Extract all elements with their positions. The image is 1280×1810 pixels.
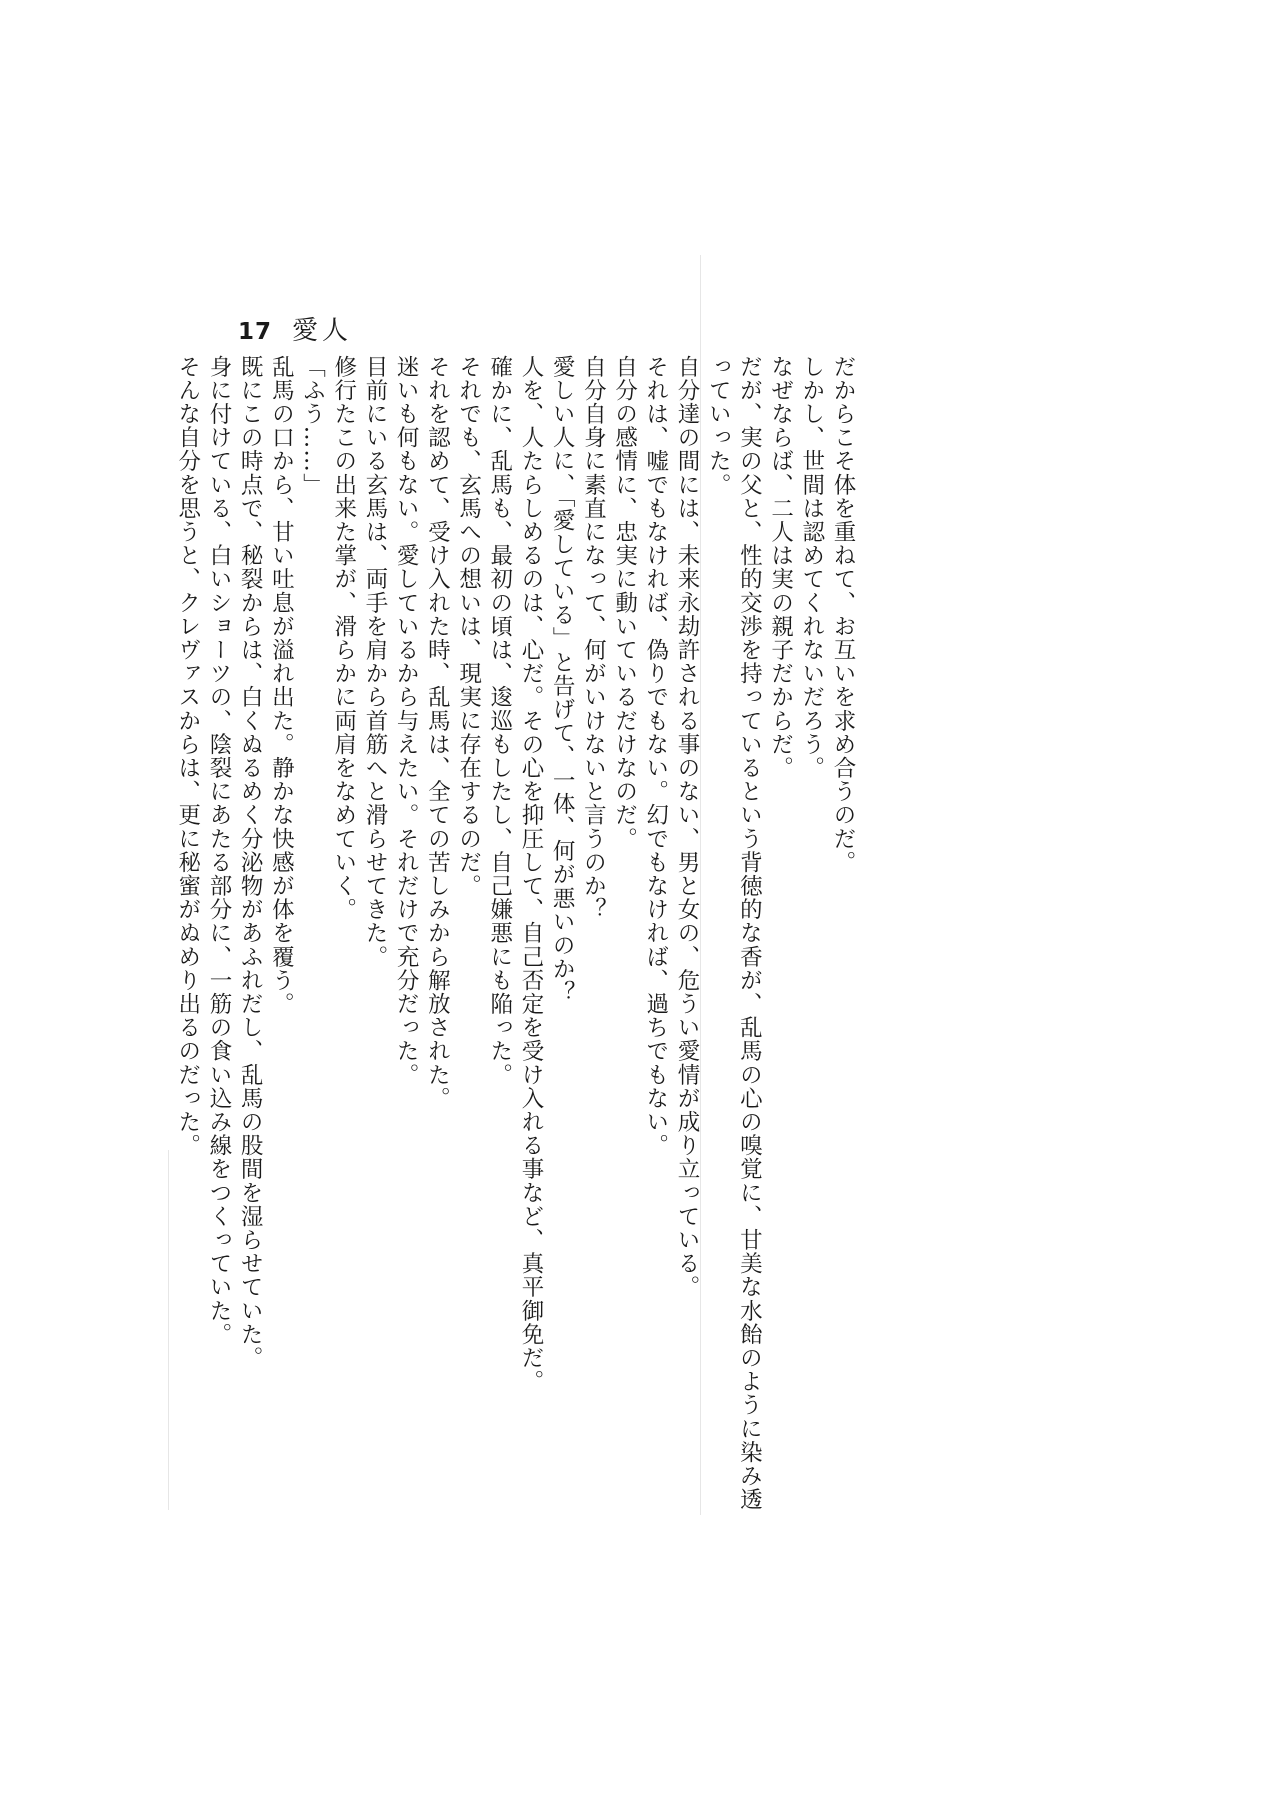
vertical-text-body [172, 355, 858, 1515]
paragraph: そんな自分を思うと、クレヴァスからは、更に秘蜜がぬめり出るのだった。 [174, 355, 201, 1158]
chapter-title: 愛人 [292, 316, 353, 346]
dialogue-line: 「ふう……」 [299, 355, 326, 497]
paragraph: しかし、世間は認めてくれないだろう。 [798, 355, 825, 780]
paragraph: 愛しい人に、「愛している」と告げて、一体、何が悪いのか？ [549, 355, 576, 1005]
paragraph: なぜならば、二人は実の親子だからだ。 [767, 355, 794, 780]
paragraph: 自分達の間には、未来永劫許される事のない、男と女の、危うい愛情が成り立っている。 [673, 355, 700, 1299]
paragraph: 目前にいる玄馬は、両手を肩から首筋へと滑らせてきた。 [361, 355, 388, 969]
paragraph: 迷いも何もない。愛しているから与えたい。それだけで充分だった。 [393, 355, 420, 1087]
paragraph: 既にこの時点で、秘裂からは、白くぬるめく分泌物があふれだし、乱馬の股間を湿らせていた。 [237, 355, 264, 1370]
paragraph: 身に付けている、白いショーツの、陰裂にあたる部分に、一筋の食い込み線をつくっていた。 [205, 355, 232, 1347]
paragraph: だが、実の父と、性的交渉を持っているという背徳的な香が、乱馬の心の嗅覚に、甘美な水飴のように染み透っていった。 [705, 355, 763, 1512]
running-header [238, 310, 352, 347]
paragraph: 確かに、乱馬も、最初の頃は、逡巡もしたし、自己嫌悪にも陥った。 [486, 355, 513, 1087]
page-number: 17 [238, 319, 273, 345]
paragraph: 人を、人たらしめるのは、心だ。その心を抑圧して、自己否定を受け入れる事など、真平御免だ。 [517, 355, 544, 1394]
paragraph: 自分の感情に、忠実に動いているだけなのだ。 [611, 355, 638, 851]
paragraph: 自分自身に素直になって、何がいけないと言うのか？ [580, 355, 607, 922]
paragraph: それでも、玄馬への想いは、現実に存在するのだ。 [455, 355, 482, 898]
paragraph: 乱馬の口から、甘い吐息が溢れ出た。静かな快感が体を覆う。 [268, 355, 295, 1016]
paragraph: 修行たこの出来た掌が、滑らかに両肩をなめていく。 [330, 355, 357, 922]
paragraph: それは、嘘でもなければ、偽りでもない。幻でもなければ、過ちでもない。 [642, 355, 669, 1158]
paragraph: だからこそ体を重ねて、お互いを求め合うのだ。 [830, 355, 856, 875]
paragraph: それを認めて、受け入れた時、乱馬は、全ての苦しみから解放された。 [424, 355, 451, 1111]
scan-page-edge [168, 1150, 169, 1510]
